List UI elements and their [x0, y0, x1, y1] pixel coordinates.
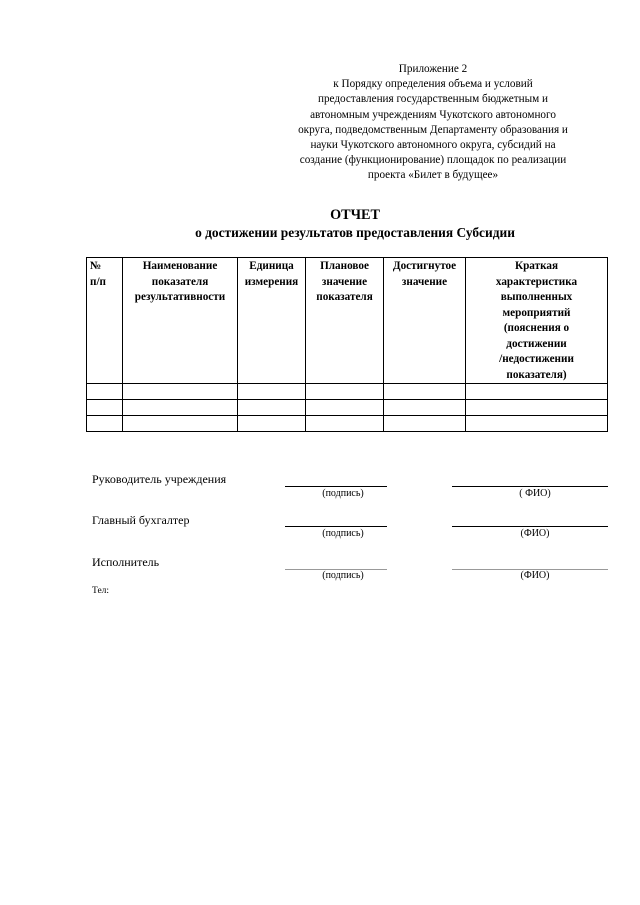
name-caption-head: ( ФИО)	[519, 488, 551, 499]
appendix-line: Приложение 2	[398, 63, 468, 75]
signature-line-head[interactable]	[285, 486, 387, 487]
header-cell-description: Краткая характеристика выполненных мероприятий (пояснения о достижении /недостижении показателя)	[466, 258, 608, 384]
signature-label-accountant: Главный бухгалтер	[92, 513, 190, 527]
table-cell[interactable]	[466, 400, 608, 416]
signature-caption-head: (подпись)	[322, 488, 364, 499]
appendix-block	[270, 62, 596, 184]
table-cell[interactable]	[306, 384, 384, 400]
header-cell-achieved-value: Достигнутое значение	[384, 258, 466, 384]
table-cell[interactable]	[306, 416, 384, 432]
table-cell[interactable]	[384, 400, 466, 416]
appendix-line: создание (функционирование) площадок по реализации	[299, 154, 567, 167]
appendix-line: проекта «Билет в будущее»	[367, 169, 499, 182]
appendix-line: науки Чукотского автономного округа, субсидий на	[310, 139, 556, 152]
phone-label: Тел:	[92, 586, 110, 596]
name-line-accountant[interactable]	[452, 526, 608, 527]
header-cell-unit: Единица измерения	[238, 258, 306, 384]
table-row	[87, 384, 608, 400]
appendix-line: к Порядку определения объема и условий	[333, 78, 533, 91]
name-caption-accountant: (ФИО)	[520, 528, 550, 539]
table-cell[interactable]	[466, 416, 608, 432]
report-title-subtitle: о достижении результатов предоставления Субсидии	[195, 225, 515, 240]
header-cell-planned-value: Плановое значение показателя	[306, 258, 384, 384]
header-cell-number: № п/п	[87, 258, 123, 384]
table-row	[87, 416, 608, 432]
name-caption-executor: (ФИО)	[520, 570, 550, 581]
appendix-line: автономным учреждениям Чукотского автономного	[310, 108, 556, 121]
name-line-head[interactable]	[452, 486, 608, 487]
table-cell[interactable]	[123, 384, 238, 400]
table-cell[interactable]	[123, 416, 238, 432]
table-row	[87, 400, 608, 416]
table-cell[interactable]	[238, 416, 306, 432]
table-cell[interactable]	[87, 384, 123, 400]
table-cell[interactable]	[306, 400, 384, 416]
appendix-line: округа, подведомственным Департаменту образования и	[298, 123, 568, 136]
table-cell[interactable]	[87, 416, 123, 432]
table-cell[interactable]	[384, 416, 466, 432]
header-cell-indicator-name: Наименование показателя результативности	[123, 258, 238, 384]
appendix-line: предоставления государственным бюджетным и	[317, 93, 549, 106]
signature-caption-executor: (подпись)	[322, 570, 364, 581]
table-cell[interactable]	[466, 384, 608, 400]
table-header-row	[87, 258, 608, 384]
report-table	[86, 257, 608, 432]
signature-line-accountant[interactable]	[285, 526, 387, 527]
signature-label-executor: Исполнитель	[92, 555, 160, 569]
table-cell[interactable]	[384, 384, 466, 400]
report-title-main: ОТЧЕТ	[330, 207, 380, 223]
table-cell[interactable]	[123, 400, 238, 416]
signature-label-head: Руководитель учреждения	[92, 472, 227, 486]
table-cell[interactable]	[87, 400, 123, 416]
report-title	[120, 207, 590, 241]
table-cell[interactable]	[238, 400, 306, 416]
table-cell[interactable]	[238, 384, 306, 400]
signature-caption-accountant: (подпись)	[322, 528, 364, 539]
